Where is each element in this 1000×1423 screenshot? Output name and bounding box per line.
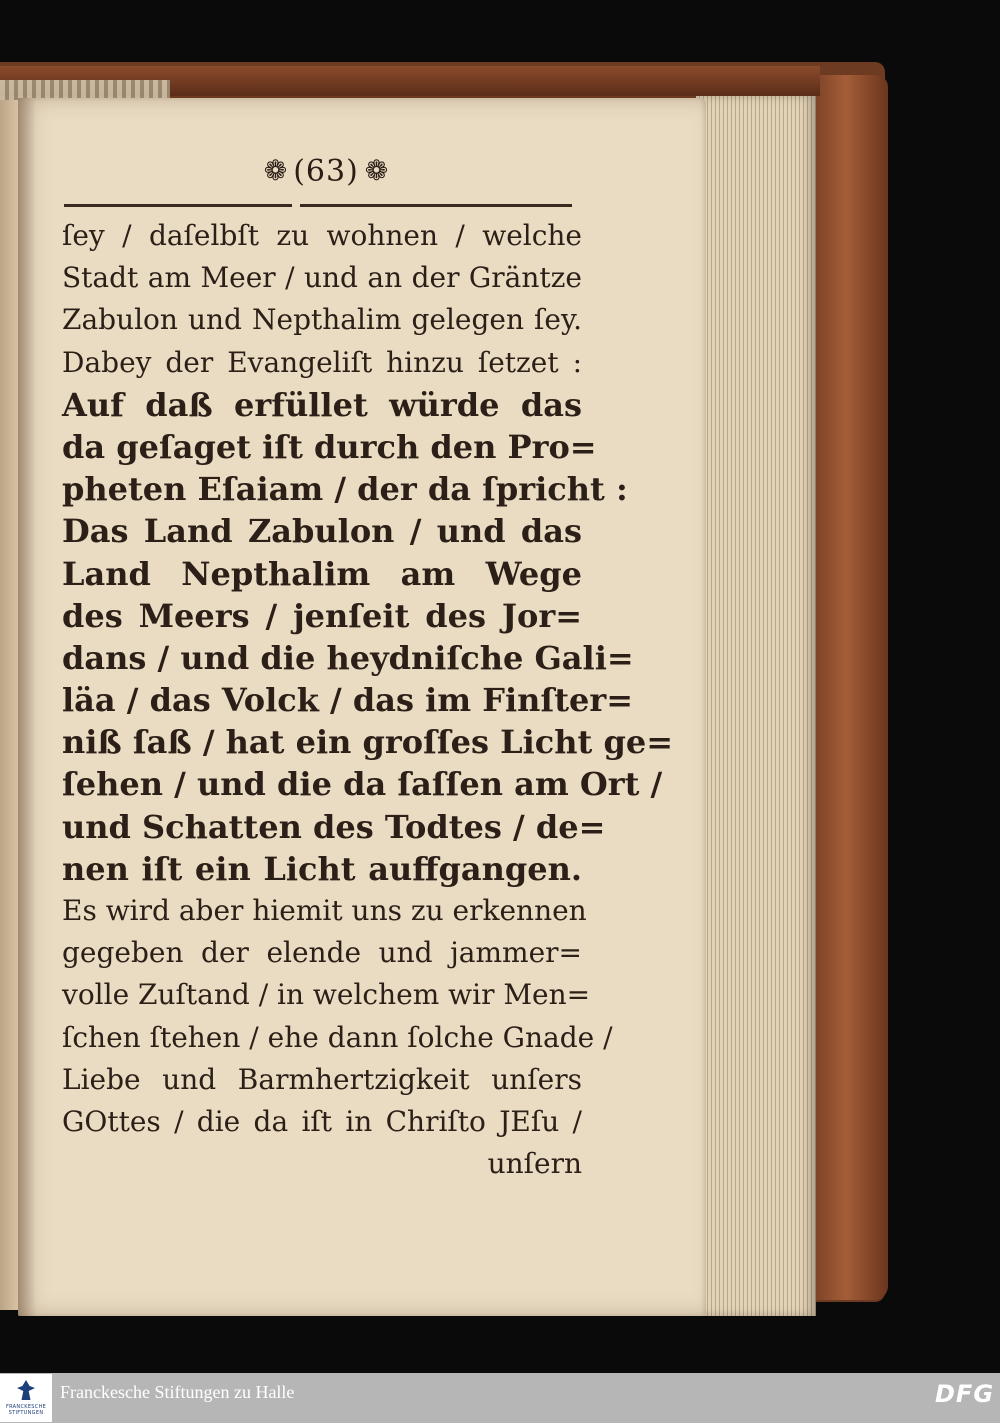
text-line: da geſaget iſt durch den Pro= — [62, 427, 597, 466]
text-line: Es wird aber hiemit uns zu erkennen — [62, 894, 587, 927]
text-line: Stadt am Meer / und an der Gräntze — [62, 261, 582, 295]
text-line: gegeben der elende und jammer= — [62, 936, 582, 970]
page-block-edge — [696, 96, 816, 1316]
text-line: ſchen ſtehen / ehe dann ſolche Gnade / — [62, 1020, 613, 1054]
page-header — [236, 148, 416, 194]
text-line: GOttes / die da iſt in Chriſto JEſu / — [62, 1104, 582, 1138]
catchword: unſern — [487, 1147, 582, 1181]
text-line: dans / und die heydniſche Gali= — [62, 638, 634, 677]
header-rule-gap — [292, 203, 300, 208]
header-rule — [64, 204, 572, 207]
text-line: niß ſaß / hat ein groſſes Licht ge= — [62, 723, 673, 762]
dfg-logo[interactable]: DFG — [935, 1380, 995, 1408]
page-gutter-shadow — [18, 98, 36, 1316]
headband — [0, 80, 170, 100]
text-line: ſey / daſelbſt zu wohnen / welche — [62, 219, 582, 252]
text-line: Zabulon und Nepthalim gelegen ſey. — [62, 303, 582, 337]
text-line: Liebe und Barmhertzigkeit unſers — [62, 1062, 582, 1096]
page-number: (63) — [293, 153, 359, 189]
text-line: Land Nepthalim am Wege — [62, 554, 582, 593]
text-line: läa / das Volck / das im Finſter= — [62, 681, 634, 720]
text-line: volle Zuſtand / in welchem wir Men= — [62, 978, 591, 1012]
text-line: Das Land Zabulon / und das — [62, 512, 582, 551]
institution-name[interactable]: Franckesche Stiftungen zu Halle — [60, 1382, 295, 1402]
cover-fore-edge — [812, 75, 888, 1300]
text-line: des Meers / jenſeit des Jor= — [62, 596, 582, 635]
text-line: pheten Eſaiam / der da ſpricht : — [62, 470, 628, 509]
page-text-block — [62, 215, 673, 1185]
francke-logo-text: FRANCKESCHE STIFTUNGEN — [5, 1404, 47, 1416]
text-line: Dabey der Evangeliſt hinzu ſetzet : — [62, 345, 582, 379]
ornament-right-icon: ❁ — [364, 154, 389, 187]
text-line: nen iſt ein Licht auffgangen. — [62, 849, 582, 888]
text-line: ſehen / und die da ſaſſen am Ort / — [62, 765, 663, 804]
text-line: Auf daß erfüllet würde das — [62, 385, 582, 424]
text-line: und Schatten des Todtes / de= — [62, 807, 606, 846]
ornament-left-icon: ❁ — [263, 154, 288, 187]
